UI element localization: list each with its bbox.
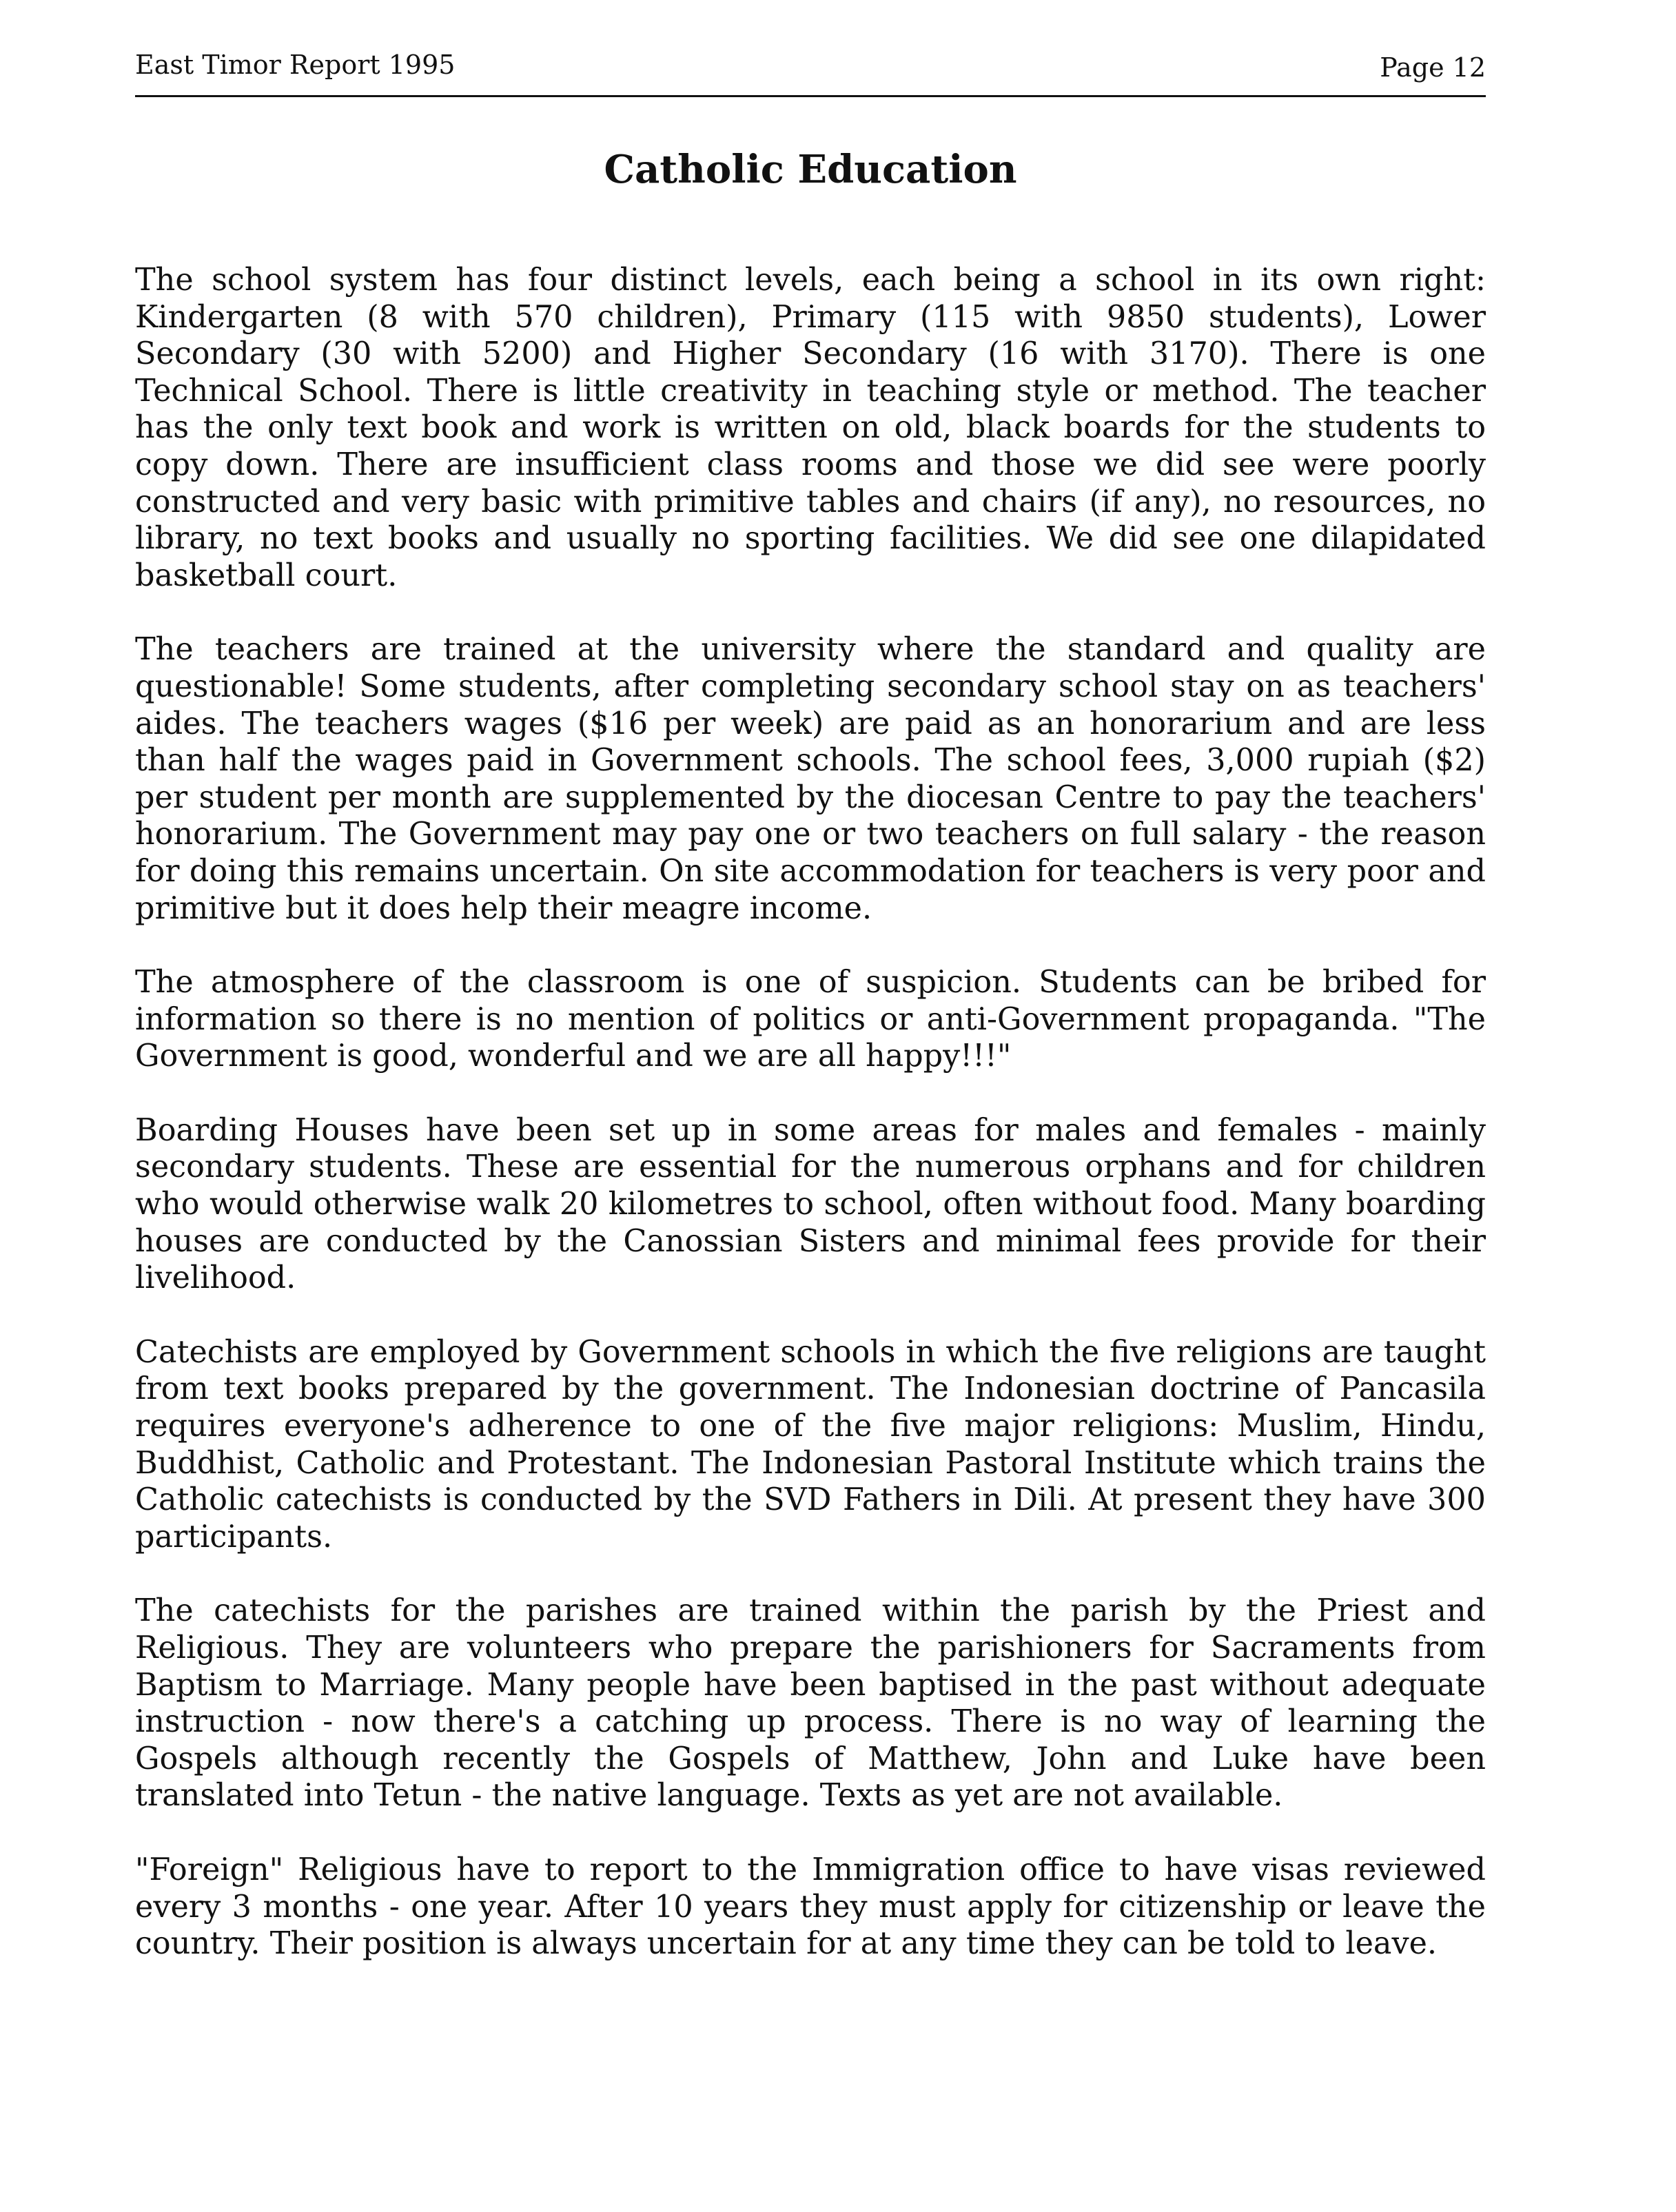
- header-divider: [135, 95, 1486, 97]
- paragraph-catechists-parishes: The catechists for the parishes are trained within the parish by the Priest and Religious. They are volunteers who prepare the parishioners for Sacraments from Baptism to Marriage. Many people have been baptised in the past without adequate instruction - now there's a catching up process. There is no way of learning the Gospels although recently the Gospels of Matthew, John and Luke have been translated into Tetun - the native language. Texts as yet are not available.: [135, 1593, 1486, 1814]
- paragraph-teachers: The teachers are trained at the university where the standard and quality are questionable! Some students, after completing secondary school stay on as teachers' aides. The teachers wages ($16 per week) are paid as an honorarium and are less than half the wages paid in Government schools. The school fees, 3,000 rupiah ($2) per student per month are supplemented by the diocesan Centre to pay the teachers' honorarium. The Government may pay one or two teachers on full salary - the reason for doing this remains uncertain. On site accommodation for teachers is very poor and primitive but it does help their meagre income.: [135, 632, 1486, 926]
- page-header: [135, 43, 1486, 98]
- paragraph-catechists-government: Catechists are employed by Government schools in which the five religions are taught from text books prepared by the government. The Indonesian doctrine of Pancasila requires everyone's adherence to one of the five major religions: Muslim, Hindu, Buddhist, Catholic and Protestant. The Indonesian Pastoral Institute which trains the Catholic catechists is conducted by the SVD Fathers in Dili. At present they have 300 participants.: [135, 1334, 1486, 1555]
- paragraph-foreign-religious: "Foreign" Religious have to report to the Immigration office to have visas reviewed every 3 months - one year. After 10 years they must apply for citizenship or leave the country. Their position is always uncertain for at any time they can be told to leave.: [135, 1852, 1486, 1962]
- paragraph-boarding-houses: Boarding Houses have been set up in some areas for males and females - mainly secondary students. These are essential for the numerous orphans and for children who would otherwise walk 20 kilometres to school, often without food. Many boarding houses are conducted by the Canossian Sisters and minimal fees provide for their livelihood.: [135, 1112, 1486, 1296]
- article-body: [135, 262, 1486, 2000]
- report-title: East Timor Report 1995: [135, 50, 456, 80]
- paragraph-school-system: The school system has four distinct levels, each being a school in its own right: Kindergarten (8 with 570 children), Primary (115 with 9850 students), Lower Secondary (30 with 5200) and Higher Secondary (16 with 3170). There is one Technical School. There is little creativity in teaching style or method. The teacher has the only text book and work is written on old, black boards for the students to copy down. There are insufficient class rooms and those we did see were poorly constructed and very basic with primitive tables and chairs (if any), no resources, no library, no text books and usually no sporting facilities. We did see one dilapidated basketball court.: [135, 263, 1486, 593]
- paragraph-classroom-atmosphere: The atmosphere of the classroom is one of suspicion. Students can be bribed for information so there is no mention of politics or anti-Government propaganda. "The Government is good, wonderful and we are all happy!!!": [135, 965, 1486, 1074]
- section-title: Catholic Education: [604, 147, 1017, 192]
- page-number: Page 12: [1380, 52, 1486, 83]
